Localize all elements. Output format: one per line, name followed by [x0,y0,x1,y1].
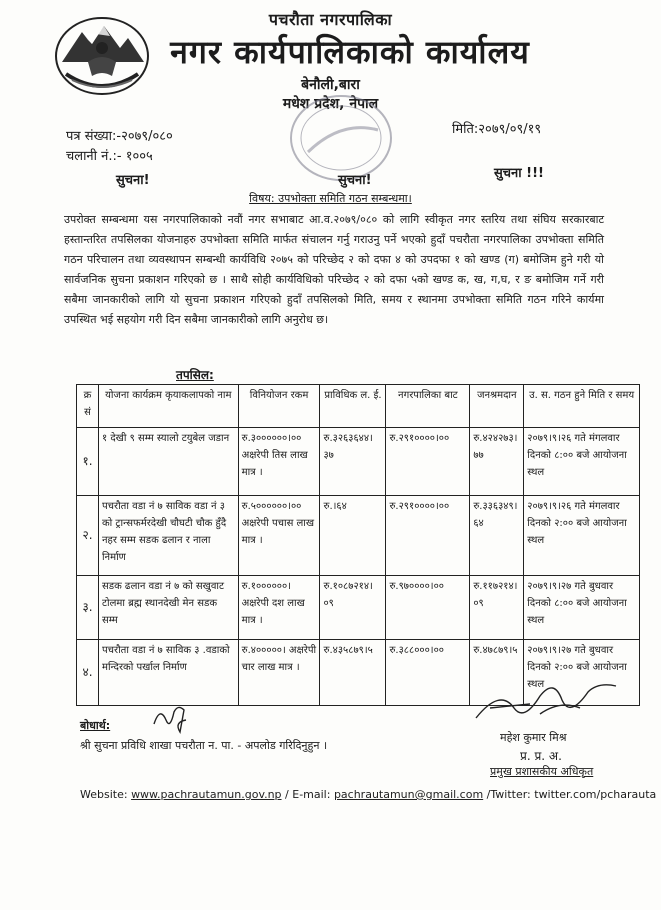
signer-abbreviation: प्र. प्र. अ. [520,749,562,763]
row-municipality-share: रु.३८८०००।०० [386,640,470,706]
email-label: / E-mail: [281,788,334,801]
contact-line [80,788,656,801]
row-schedule: २०७९।९।२७ गते बुधवार दिनको ८:०० बजे आयोजना स्थल [524,576,640,640]
row-schedule: २०७९।९।२६ गते मंगलवार दिनको २:०० बजे आयोजना स्थल [524,496,640,576]
row-budget: रु.३००००००।०० अक्षरेपी तिस लाख मात्र । [238,428,320,496]
website-label: Website: [80,788,132,801]
email-link[interactable]: pachrautamun@gmail.com [333,788,484,801]
row-municipality-share: रु.२९१००००।०० [386,428,470,496]
row-plan-name: पचरौता वडा नं ७ साविक वडा नं ३ को ट्रान्सफर्मरदेखी चौघटी चौक हुँदै नहर सम्म सडक ढलान र नाला निर्माण [98,496,238,576]
row-estimate: रु.३२६३६४४।३७ [320,428,386,496]
reference-number: पत्र संख्या:-२०७९/०८० [66,129,173,144]
website-link[interactable]: www.pachrautamun.gov.np [131,788,282,801]
row-estimate: रु.।६४ [320,496,386,576]
plan-table [76,384,640,706]
row-labour: रु.४७८७९।५ [470,640,524,706]
row-serial: ४. [77,640,99,706]
row-labour: रु.११७२१४।०९ [470,576,524,640]
row-budget: रु.५००००००।०० अक्षरेपी पचास लाख मात्र । [238,496,320,576]
notice-body: उपरोक्त सम्बन्धमा यस नगरपालिकाको नवौं नगर सभाबाट आ.व.२०७९/०८० को लागि स्वीकृत नगर स्तरिय तथा संघिय सरकारबाट हस्तान्तरित तपसिलका योजनाहरु उपभोक्ता समिति मार्फत संचालन गर्नु गराउनु पर्ने भएको हुदाँ पचरौता नगरपालिका उपभोक्ता समिति गठन परिचालन तथा व्यवस्थापन सम्बन्धी कार्यविधि २०७५ को परिच्छेद २ को दफा ४ को उपदफा १ को खण्ड (ग) बमोजिम हुने गरी यो सार्वजनिक सुचना प्रकाशन गरिएको छ । साथै सोही कार्यविधिको परिच्छेद २ को दफा ५को खण्ड क, ख, ग,घ, र ङ बमोजिम गर्ने गरी सबैमा जानकारीको लागि यो सुचना प्रकाशन गरिएको हुदाँ तपसिलको मिति, समय र स्थानमा उपभोक्ता समिति गठन गरिने कार्यमा उपस्थित भई सहयोग गरी दिन सबैमा जानकारीको लागि अनुरोध छ। [64,213,604,326]
table-row [77,496,640,576]
notice-label-right: सुचना !!! [494,166,544,181]
col-schedule: उ. स. गठन हुने मिति र समय [524,385,640,428]
row-labour: रु.३३६३४९।६४ [470,496,524,576]
col-estimate: प्राविधिक ल. ई. [320,385,386,428]
handwritten-signature [470,678,620,726]
handwritten-initial [150,702,190,736]
signer-title: प्रमुख प्रशासकीय अधिकृत [490,765,594,778]
signer-name: महेश कुमार मिश्र [500,731,567,744]
address-line-2: मधेश प्रदेश, नेपाल [282,96,379,112]
dispatch-number: चलानी नं.:- १००५ [66,149,153,164]
row-estimate: रु.४३५८७९।५ [320,640,386,706]
col-municipality-share: नगरपालिका बाट [386,385,470,428]
col-plan-name: योजना कार्यक्रम कृयाकलापको नाम [98,385,238,428]
table-row [77,428,640,496]
details-heading: तपसिल: [176,368,214,382]
row-serial: ३. [77,576,99,640]
office-title: नगर कार्यपालिकाको कार्यालय [170,33,530,71]
col-serial: क्र सं [77,385,99,428]
notice-label-left: सुचना! [116,173,150,188]
row-plan-name: १ देखी ९ सम्म स्यालो टयुबेल जडान [98,428,238,496]
notice-label-center: सुचना! [338,173,372,188]
row-schedule: २०७९।९।२७ गते बुधवार दिनको २:०० बजे आयोजना स्थल [524,640,640,706]
municipality-name: पचरौता नगरपालिका [268,10,393,29]
twitter-handle: /Twitter: twitter.com/pcharauta [483,788,657,801]
table-row [77,576,640,640]
row-schedule: २०७९।९।२६ गते मंगलवार दिनको ८:०० बजे आयोजना स्थल [524,428,640,496]
row-serial: २. [77,496,99,576]
letter-date: मिति:२०७९/०९/१९ [452,122,542,137]
row-estimate: रु.१०८७२१४।०९ [320,576,386,640]
info-label: बोधार्थ: [80,719,111,732]
address-line-1: बेनौली,बारा [301,77,360,93]
row-plan-name: पचरौता वडा नं ७ साविक ३ .वडाको मन्दिरको पर्खाल निर्माण [98,640,238,706]
row-budget: रु.१००००००। अक्षरेपी दश लाख मात्र । [238,576,320,640]
col-budget: विनियोजन रकम [238,385,320,428]
row-labour: रु.४२४२७३।७७ [470,428,524,496]
info-recipient-line: श्री सुचना प्रविधि शाखा पचरौता न. पा. - अपलोड गरिदिनुहुन । [80,739,328,752]
row-serial: १. [77,428,99,496]
row-municipality-share: रु.२९१००००।०० [386,496,470,576]
col-labour: जनश्रमदान [470,385,524,428]
subject-line: विषय: उपभोक्ता समिति गठन सम्बन्धमा। [249,192,412,205]
row-plan-name: सडक ढलान वडा नं ७ को सखुवाट टोलमा ब्रह्म स्थानदेखी मेन सडक सम्म [98,576,238,640]
row-municipality-share: रु.९७००००।०० [386,576,470,640]
row-budget: रु.४०००००। अक्षरेपी चार लाख मात्र । [238,640,320,706]
table-header-row [77,385,640,428]
